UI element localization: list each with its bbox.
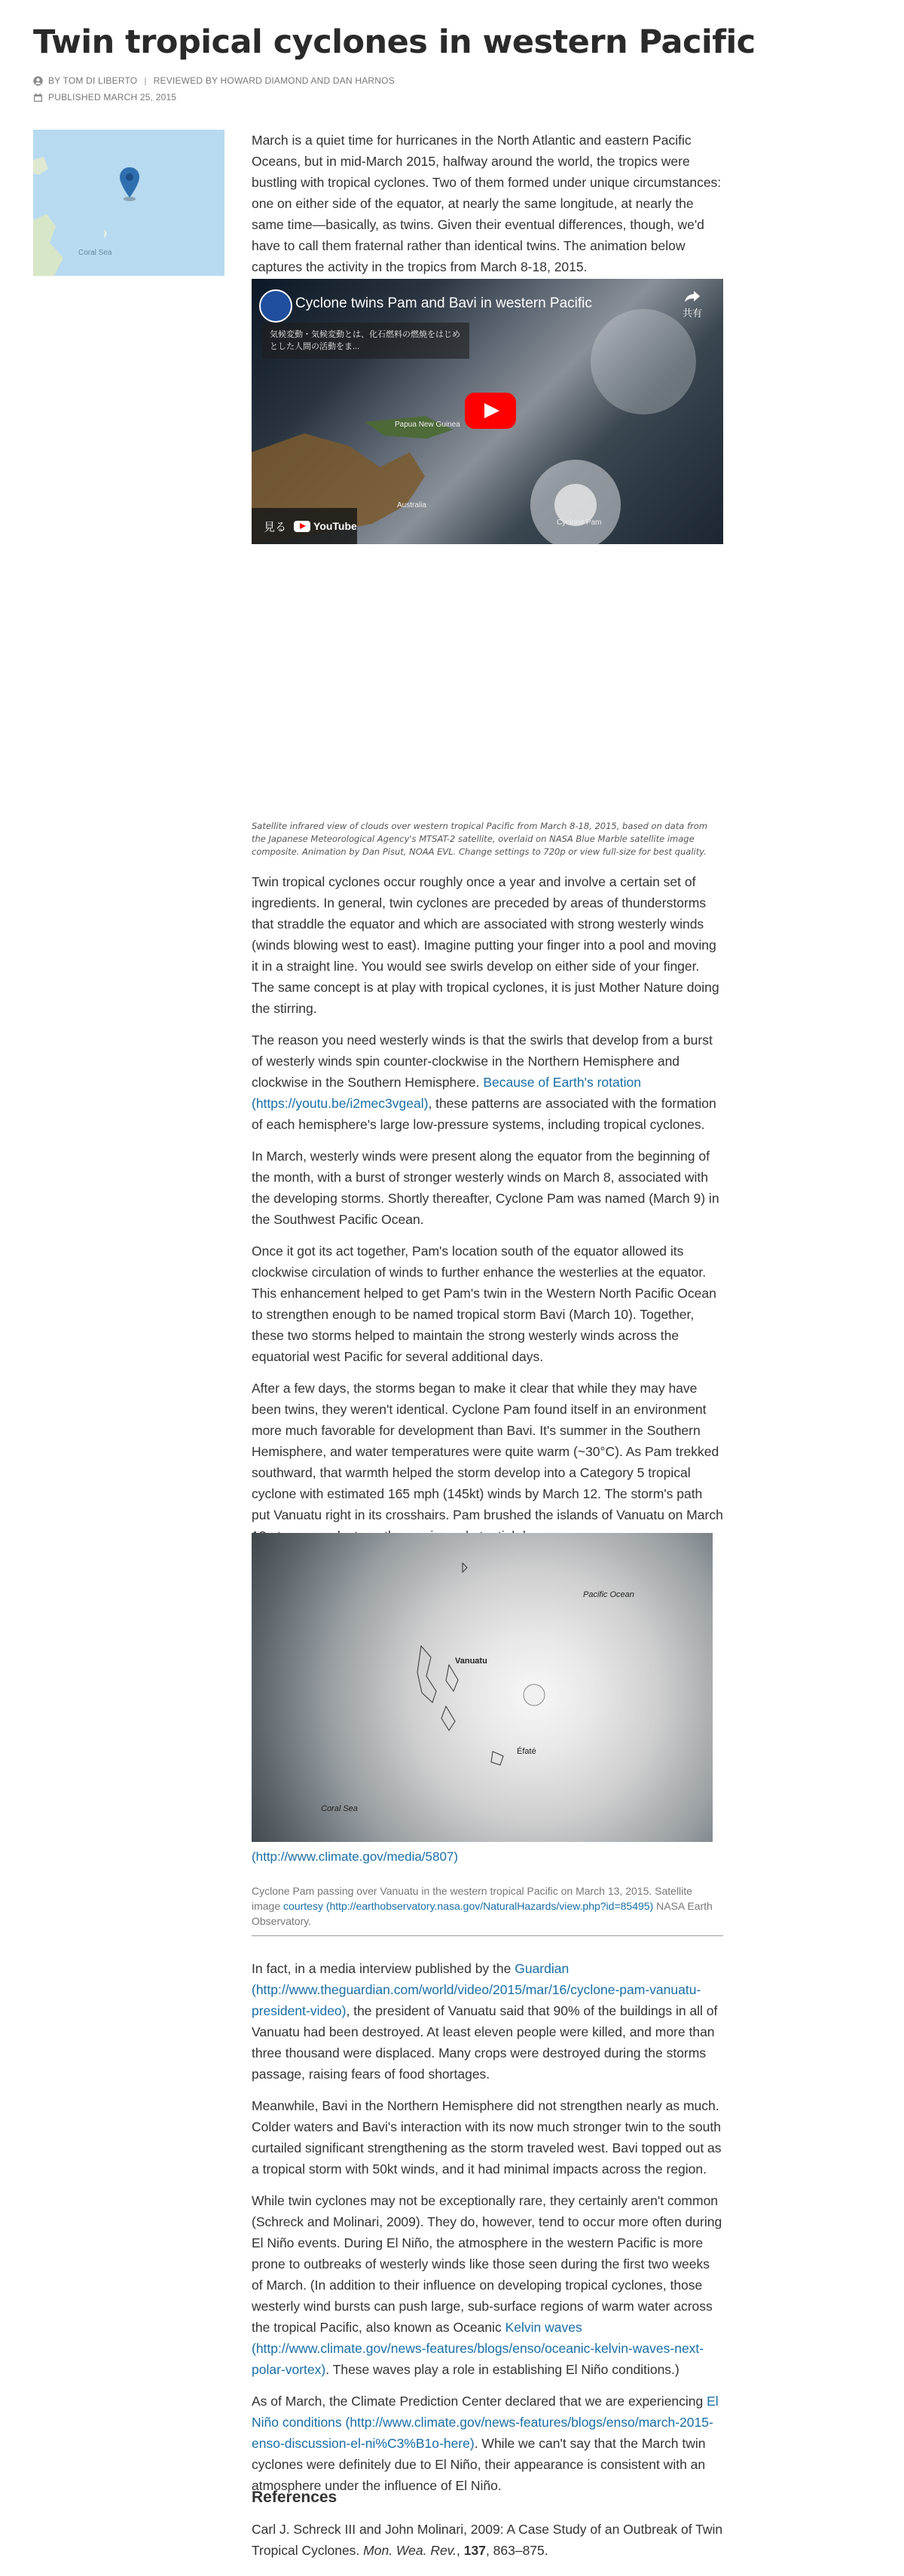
publish-date-text: PUBLISHED MARCH 25, 2015 <box>48 92 177 102</box>
watch-on-youtube-button[interactable] <box>252 508 357 544</box>
video-label-australia: Australia <box>397 501 426 509</box>
cyclone-pam-satellite-image[interactable] <box>252 1533 713 1842</box>
video-caption: Satellite infrared view of clouds over western tropical Pacific from March 8-18, 2015, based on data from the Japanese Meteorological Agency's MTSAT-2 satellite, overlaid on NASA Blue Marble satellite image composite. Animation by Dan Pisut, NOAA EVL. Change settings to 720p or view full-size for best quality. <box>252 821 707 857</box>
page-title: Twin tropical cyclones in western Pacific <box>33 23 756 61</box>
location-map[interactable] <box>33 130 224 276</box>
calendar-icon <box>33 93 43 102</box>
paragraph-intro <box>252 130 723 277</box>
publish-date <box>33 92 176 102</box>
youtube-wordmark: YouTube <box>313 520 357 532</box>
divider <box>252 1935 723 1936</box>
media-link[interactable]: (http://www.climate.gov/media/5807) <box>252 1849 459 1864</box>
sat-label-pacific: Pacific Ocean <box>583 1590 634 1599</box>
paragraph-10-text: As of March, the Climate Prediction Center declared that we are experiencing <box>252 2394 707 2409</box>
share-label: 共有 <box>682 307 702 319</box>
reviewers: REVIEWED BY HOWARD DIAMOND AND DAN HARNOS <box>153 75 395 86</box>
channel-avatar[interactable] <box>259 289 292 323</box>
video-player[interactable] <box>252 279 723 544</box>
paragraph-9-text: While twin cyclones may not be exceptionally rare, they certainly aren't common (Schreck and Molinari, 2009). They do, however, tend to occur more often during El Niño events. During El Niño, the atmosphere in the western Pacific is more prone to outbreaks of westerly winds like those seen during the first two weeks of March. (In addition to their influence on developing tropical cyclones, those westerly wind bursts can push large, sub-surface regions of warm water across the tropical Pacific, also known as Oceanic <box>252 2193 722 2335</box>
sat-label-coral: Coral Sea <box>321 1804 358 1813</box>
reference-pages: , 863–875. <box>485 2543 548 2558</box>
paragraph-3-text: The reason you need westerly winds is that the swirls that develop from a burst of westerly winds spin counter-clockwise in the Northern Hemisphere and clockwise in the Southern Hemisphere. <box>252 1033 713 1090</box>
paragraph-10 <box>252 2391 723 2496</box>
paragraph-4: In March, westerly winds were present along the equator from the beginning of the month, with a burst of stronger westerly winds on March 8, associated with the developing storms. Shortly thereafter, Cyclone Pam was named (March 9) in the Southwest Pacific Ocean. <box>252 1149 719 1227</box>
video-label-png: Papua New Guinea <box>395 421 460 429</box>
paragraph-7 <box>252 1958 723 2085</box>
video-label-pam: Cyclone Pam <box>557 519 602 527</box>
reference-volume: 137 <box>463 2543 486 2558</box>
youtube-logo <box>294 520 357 532</box>
body-section-1 <box>252 871 723 1547</box>
satellite-caption-text: Cyclone Pam passing over Vanuatu in the western tropical Pacific on March 13, 2015. Satellite image <box>252 1885 692 1912</box>
paragraph-7-tail: , the president of Vanuatu said that 90% of the buildings in all of Vanuatu had been destroyed. At least eleven people were killed, and more than three thousand were displaced. Many crops were destroyed during the storms passage, raising fears of food shortages. <box>252 2003 718 2082</box>
paragraph-7-text: In fact, in a media interview published by the <box>252 1961 515 1976</box>
sat-label-vanuatu: Vanuatu <box>455 1657 487 1666</box>
byline-separator: | <box>144 75 147 86</box>
references-heading: References <box>252 2489 337 2506</box>
paragraph-1: March is a quiet time for hurricanes in the North Atlantic and eastern Pacific Oceans, but in mid-March 2015, halfway around the world, the tropics were bustling with tropical cyclones. Two of them formed under unique circumstances: one on either side of the equator, at nearly the same longitude, at nearly the same time—basically, as twins. Given their eventual differences, though, we'd have to call them fraternal rather than identical twins. The animation below captures the activity in the tropics from March 8-18, 2015. <box>252 133 722 274</box>
play-button[interactable] <box>465 393 516 429</box>
watch-label: 見る <box>264 520 287 534</box>
paragraph-10-tail: . While we can't say that the March twin cyclones were definitely due to El Niño, their appearance is consistent with an atmosphere under the influence of El Niño. <box>252 2436 706 2493</box>
paragraph-8: Meanwhile, Bavi in the Northern Hemisphere did not strengthen nearly as much. Colder waters and Bavi's interaction with its now much stronger twin to the south curtailed significant strengthening as the storm traveled west. Bavi topped out as a tropical storm with 50kt winds, and it had minimal impacts across the region. <box>252 2098 722 2177</box>
youtube-icon <box>294 521 310 532</box>
paragraph-3-tail: , these patterns are associated with the formation of each hemisphere's large low-pressure systems, including tropical cyclones. <box>252 1096 716 1132</box>
map-land <box>33 130 224 276</box>
share-icon <box>684 289 701 303</box>
guardian-link[interactable]: Guardian (http://www.theguardian.com/world/video/2015/mar/16/cyclone-pam-vanuatu-president-video) <box>252 1961 701 2018</box>
sat-label-efate: Éfaté <box>517 1747 536 1756</box>
share-button[interactable] <box>683 289 702 320</box>
map-label-coral-sea: Coral Sea <box>78 249 112 257</box>
paragraph-2: Twin tropical cyclones occur roughly once a year and involve a certain set of ingredients. In general, twin cyclones are preceded by areas of thunderstorms that straddle the equator and which are associated with strong westerly winds (winds blowing west to east). Imagine putting your finger into a pool and moving it in a straight line. You would see swirls develop on either side of your finger. The same concept is at play with tropical cyclones, it is just Mother Nature doing the stirring. <box>252 874 719 1016</box>
map-pin-icon[interactable] <box>118 166 141 202</box>
byline <box>33 75 395 86</box>
reference-text: Carl J. Schreck III and John Molinari, 2009: A Case Study of an Outbreak of Twin Tropical Cyclones. <box>252 2522 723 2558</box>
kelvin-waves-link[interactable]: Kelvin waves (http://www.climate.gov/news-features/blogs/enso/oceanic-kelvin-waves-next-polar-vortex) <box>252 2320 704 2377</box>
body-section-2 <box>252 1958 723 2496</box>
reference-entry <box>252 2519 723 2561</box>
el-nino-link[interactable]: El Niño conditions (http://www.climate.gov/news-features/blogs/enso/march-2015-enso-discussion-el-ni%C3%B1o-here) <box>252 2394 719 2451</box>
paragraph-6: After a few days, the storms began to make it clear that while they may have been twins, they weren't identical. Cyclone Pam found itself in an environment more much favorable for development than Bavi. It's summer in the Southern Hemisphere, and water temperatures were quite warm (~30°C). As Pam trekked southward, that warmth helped the storm develop into a Category 5 tropical cyclone with estimated 165 mph (145kt) winds by March 12. The storm's path put Vanuatu right in its crosshairs. Pam brushed the islands of Vanuatu on March <box>252 1381 723 1522</box>
info-banner[interactable]: 気候変動・気候変動とは、化石燃料の燃焼をはじめとした人間の活動をま... <box>262 323 469 359</box>
earth-rotation-link[interactable]: Because of Earth's rotation (https://youtu.be/i2mec3vgeal) <box>252 1075 641 1111</box>
user-icon <box>33 76 43 86</box>
satellite-caption-tail: NASA Earth Observatory. <box>252 1900 713 1927</box>
reference-journal: Mon. Wea. Rev. <box>363 2543 457 2558</box>
paragraph-9-tail: . These waves play a role in establishing El Niño conditions.) <box>325 2362 680 2377</box>
video-title[interactable]: Cyclone twins Pam and Bavi in western Pacific <box>295 295 592 311</box>
paragraph-9 <box>252 2190 723 2380</box>
author-link[interactable]: BY TOM DI LIBERTO <box>48 75 138 86</box>
courtesy-link[interactable]: courtesy (http://earthobservatory.nasa.gov/NaturalHazards/view.php?id=85495) <box>283 1900 654 1912</box>
islands-outline <box>252 1533 713 1842</box>
satellite-caption <box>252 1883 723 1929</box>
paragraph-5: Once it got its act together, Pam's location south of the equator allowed its clockwise circulation of winds to further enhance the westerlies at the equator. This enhancement helped to get Pam's twin in the Western North Pacific Ocean to strengthen enough to be named tropical storm Bavi (March 10). Together, these two storms helped to maintain the strong westerly winds across the equatorial west Pacific for several additional days. <box>252 1244 716 1364</box>
reference-sep: , <box>457 2543 464 2558</box>
paragraph-3 <box>252 1029 723 1135</box>
